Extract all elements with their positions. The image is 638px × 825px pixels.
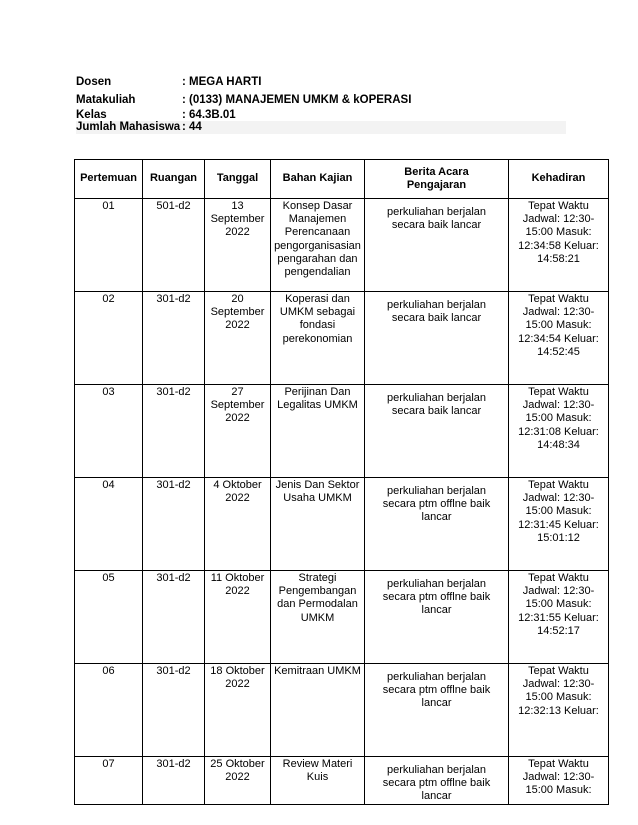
cell-ruangan	[143, 199, 205, 292]
cell-ruangan-text: 301-d2	[156, 293, 191, 305]
col-header-bahan-kajian: Bahan Kajian	[271, 160, 365, 199]
cell-pertemuan	[75, 199, 143, 292]
cell-ruangan-text: 501-d2	[156, 200, 191, 212]
cell-kehadiran	[509, 292, 609, 385]
cell-bahan-text: Review Materi Kuis	[282, 758, 353, 784]
jumlah-row	[76, 121, 566, 134]
cell-pertemuan-text: 04	[102, 479, 115, 491]
cell-tanggal	[205, 292, 271, 385]
kelas-label: Kelas	[76, 109, 107, 121]
table-body	[75, 199, 609, 805]
cell-kehadiran	[509, 757, 609, 805]
cell-pertemuan-text: 01	[102, 200, 115, 212]
cell-bahan-text: Koperasi dan UMKM sebagai fondasi perekonomian	[279, 293, 356, 345]
course-info	[76, 74, 566, 134]
cell-bahan-text: Kemitraan UMKM	[274, 665, 361, 677]
cell-tanggal-text: 25 Oktober 2022	[210, 758, 265, 784]
cell-ruangan-text: 301-d2	[156, 758, 191, 770]
cell-berita	[365, 664, 509, 757]
table-row	[75, 385, 609, 478]
dosen-label: Dosen	[76, 76, 112, 88]
cell-berita-text: perkuliahan berjalan secara baik lancar	[386, 392, 487, 418]
cell-pertemuan	[75, 385, 143, 478]
cell-berita	[365, 478, 509, 571]
cell-ruangan-text: 301-d2	[156, 386, 191, 398]
cell-berita-text: perkuliahan berjalan secara baik lancar	[386, 206, 487, 232]
cell-tanggal-text: 13 September 2022	[210, 200, 265, 239]
cell-berita	[365, 757, 509, 805]
cell-tanggal-text: 27 September 2022	[210, 386, 265, 425]
matakuliah-label: Matakuliah	[76, 93, 136, 106]
cell-berita	[365, 199, 509, 292]
cell-kehadiran	[509, 664, 609, 757]
cell-kehadiran-text: Tepat Waktu Jadwal: 12:30-15:00 Masuk: 12:34:58 Keluar: 14:58:21	[518, 200, 599, 265]
cell-pertemuan	[75, 664, 143, 757]
cell-pertemuan	[75, 478, 143, 571]
kelas-row	[76, 110, 566, 121]
cell-bahan	[271, 199, 365, 292]
cell-ruangan-text: 301-d2	[156, 572, 191, 584]
cell-kehadiran-text: Tepat Waktu Jadwal: 12:30-15:00 Masuk: 12:32:13 Keluar:	[518, 665, 599, 717]
kelas-value: : 64.3B.01	[182, 109, 236, 121]
attendance-table	[74, 159, 609, 805]
cell-bahan-text: Konsep Dasar Manajemen Perencanaan pengorganisasian pengarahan dan pengendalian	[274, 200, 361, 279]
cell-kehadiran-text: Tepat Waktu Jadwal: 12:30-15:00 Masuk: 12:31:45 Keluar: 15:01:12	[518, 479, 599, 544]
cell-pertemuan-text: 05	[102, 572, 115, 584]
cell-tanggal	[205, 478, 271, 571]
cell-kehadiran-text: Tepat Waktu Jadwal: 12:30-15:00 Masuk: 12:31:55 Keluar: 14:52:17	[518, 572, 599, 637]
jumlah-value: : 44	[182, 121, 202, 133]
cell-kehadiran	[509, 385, 609, 478]
table-row	[75, 478, 609, 571]
col-header-kehadiran: Kehadiran	[509, 160, 609, 199]
cell-ruangan-text: 301-d2	[156, 479, 191, 491]
cell-berita-text: perkuliahan berjalan secara ptm offlne baik lancar	[382, 671, 491, 710]
cell-tanggal	[205, 385, 271, 478]
cell-kehadiran	[509, 199, 609, 292]
cell-kehadiran	[509, 571, 609, 664]
cell-kehadiran-text: Tepat Waktu Jadwal: 12:30-15:00 Masuk: 12:31:08 Keluar: 14:48:34	[518, 386, 599, 451]
cell-bahan	[271, 478, 365, 571]
cell-berita-text: perkuliahan berjalan secara ptm offlne baik lancar	[382, 764, 491, 803]
cell-berita-text: perkuliahan berjalan secara ptm offlne baik lancar	[382, 485, 491, 524]
jumlah-label: Jumlah Mahasiswa	[76, 121, 181, 133]
cell-kehadiran-text: Tepat Waktu Jadwal: 12:30-15:00 Masuk: 12:34:54 Keluar: 14:52:45	[518, 293, 599, 358]
cell-berita	[365, 385, 509, 478]
dosen-row	[76, 74, 566, 92]
cell-pertemuan	[75, 757, 143, 805]
cell-bahan	[271, 664, 365, 757]
cell-bahan	[271, 757, 365, 805]
cell-tanggal-text: 18 Oktober 2022	[210, 665, 265, 691]
cell-tanggal	[205, 199, 271, 292]
cell-pertemuan	[75, 571, 143, 664]
cell-pertemuan-text: 03	[102, 386, 115, 398]
cell-bahan	[271, 292, 365, 385]
cell-pertemuan	[75, 292, 143, 385]
cell-tanggal	[205, 664, 271, 757]
col-header-ruangan: Ruangan	[143, 160, 205, 199]
cell-bahan-text: Jenis Dan Sektor Usaha UMKM	[275, 479, 360, 505]
cell-ruangan	[143, 664, 205, 757]
cell-ruangan	[143, 385, 205, 478]
cell-ruangan	[143, 292, 205, 385]
cell-berita-text: perkuliahan berjalan secara ptm offlne baik lancar	[382, 578, 491, 617]
cell-kehadiran	[509, 478, 609, 571]
cell-ruangan	[143, 478, 205, 571]
cell-berita	[365, 292, 509, 385]
col-header-tanggal: Tanggal	[205, 160, 271, 199]
cell-kehadiran-text: Tepat Waktu Jadwal: 12:30-15:00 Masuk:	[522, 758, 595, 797]
cell-ruangan-text: 301-d2	[156, 665, 191, 677]
matakuliah-row	[76, 92, 566, 110]
cell-ruangan	[143, 571, 205, 664]
table-row	[75, 571, 609, 664]
cell-pertemuan-text: 07	[102, 758, 115, 770]
cell-ruangan	[143, 757, 205, 805]
table-row	[75, 199, 609, 292]
dosen-value: : MEGA HARTI	[182, 76, 262, 88]
cell-tanggal	[205, 757, 271, 805]
cell-bahan-text: Strategi Pengembangan dan Permodalan UMKM	[277, 572, 358, 624]
cell-bahan	[271, 385, 365, 478]
table-row	[75, 292, 609, 385]
cell-berita-text: perkuliahan berjalan secara baik lancar	[386, 299, 487, 325]
col-header-pertemuan: Pertemuan	[75, 160, 143, 199]
cell-pertemuan-text: 06	[102, 665, 115, 677]
cell-tanggal	[205, 571, 271, 664]
table-header-row	[75, 160, 609, 199]
cell-tanggal-text: 4 Oktober 2022	[213, 479, 262, 505]
col-header-berita-acara	[365, 160, 509, 199]
cell-berita	[365, 571, 509, 664]
berita-acara-header-text: Berita Acara Pengajaran	[404, 165, 469, 191]
cell-bahan	[271, 571, 365, 664]
cell-tanggal-text: 20 September 2022	[210, 293, 265, 332]
table-row	[75, 757, 609, 805]
cell-tanggal-text: 11 Oktober 2022	[210, 572, 265, 598]
matakuliah-value: : (0133) MANAJEMEN UMKM & kOPERASI	[182, 93, 412, 106]
table-row	[75, 664, 609, 757]
cell-bahan-text: Perijinan Dan Legalitas UMKM	[277, 386, 358, 412]
cell-pertemuan-text: 02	[102, 293, 115, 305]
